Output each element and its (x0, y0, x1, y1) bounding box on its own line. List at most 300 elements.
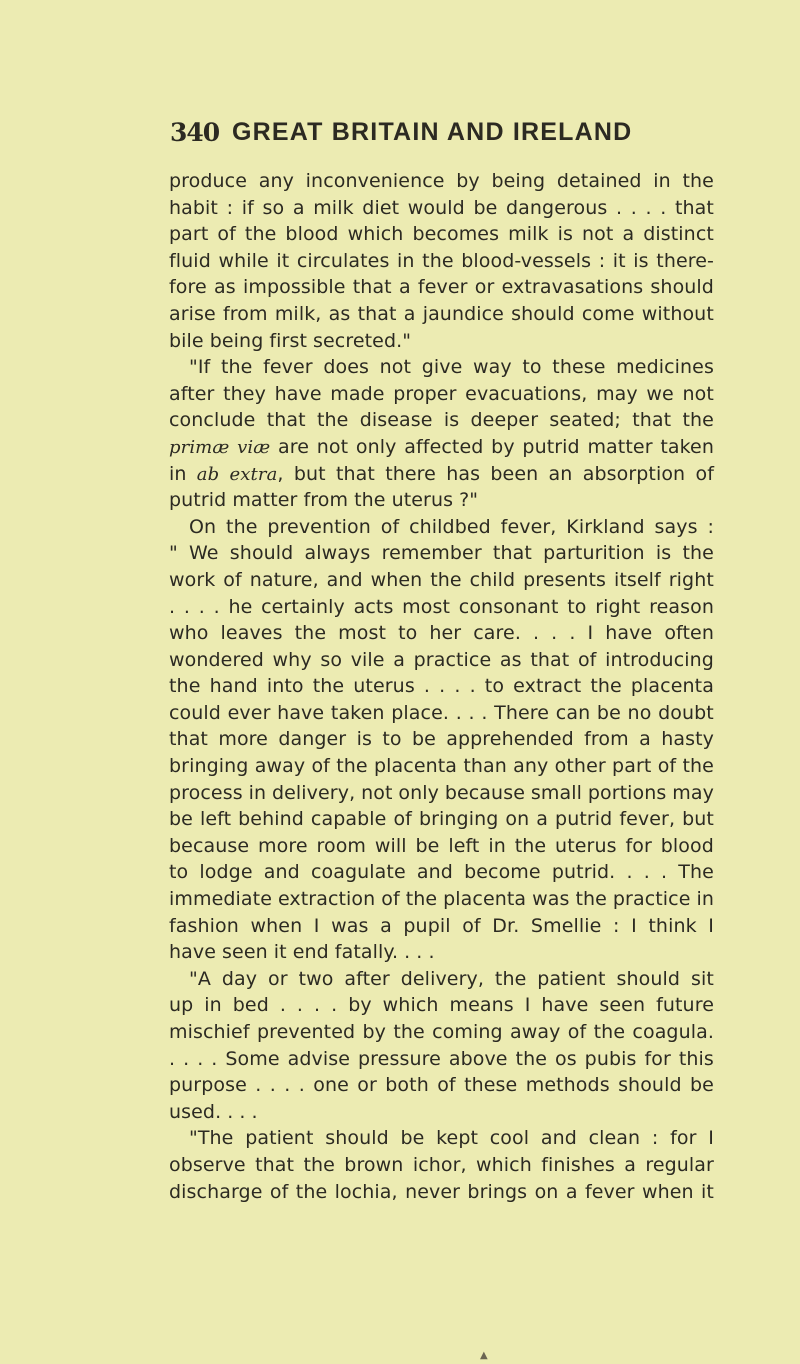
word: the (295, 1180, 328, 1203)
word: taken (330, 701, 385, 724)
word: a (292, 196, 305, 219)
word: but (682, 808, 714, 831)
word: . (284, 1074, 291, 1097)
word: . (296, 994, 304, 1017)
word: . (551, 622, 558, 645)
word: blood (660, 834, 714, 857)
word: than (463, 755, 507, 778)
printer-mark-icon: ▲ (480, 1350, 488, 1361)
word: to (522, 356, 542, 379)
word: ab (196, 463, 220, 485)
word: childbed (409, 515, 491, 538)
word: the (514, 834, 547, 857)
word: more (218, 728, 268, 751)
word: the (312, 675, 345, 698)
word: it (276, 249, 290, 272)
word: part (612, 755, 652, 778)
word: behind (238, 808, 304, 831)
word: which (347, 223, 404, 246)
word: was (532, 888, 570, 911)
word: that (169, 728, 208, 751)
text-line (169, 1019, 714, 1046)
word: that (266, 409, 306, 432)
word: left (199, 808, 232, 831)
word: from (223, 302, 268, 325)
word: are (278, 435, 310, 458)
word: from (584, 728, 629, 751)
word: often (664, 622, 714, 645)
word: as (214, 276, 236, 299)
word: dangerous (506, 196, 608, 219)
word: the (430, 568, 462, 591)
word: remember (381, 542, 482, 565)
word: because (444, 781, 525, 804)
word: a (380, 914, 392, 937)
word: inconvenience (305, 170, 445, 192)
word: small (530, 781, 582, 804)
word: part (169, 223, 209, 246)
word: placenta (373, 755, 458, 778)
word: blood (285, 223, 339, 246)
word: finishes (541, 1153, 615, 1176)
text-line (169, 859, 714, 886)
word: the (590, 675, 622, 698)
word: putrid (555, 808, 613, 831)
word: used. (169, 1100, 222, 1123)
word: . (227, 1100, 234, 1123)
word: Dr. (492, 914, 520, 937)
word: uterus (353, 675, 415, 698)
word: the (220, 356, 253, 379)
word: patient (537, 967, 606, 990)
word: in (397, 249, 415, 272)
word: advise (287, 1047, 351, 1070)
word: evacuations, (465, 382, 588, 405)
word: . (469, 675, 476, 698)
word: . (645, 196, 652, 219)
word: uterus (555, 834, 617, 857)
word: be (689, 1074, 714, 1097)
word: so (262, 196, 285, 219)
word: . (269, 1074, 276, 1097)
word: secreted." (313, 329, 412, 352)
word: extraction (277, 888, 376, 911)
text-line (169, 594, 714, 621)
word: think (648, 914, 697, 937)
word: both (385, 1074, 429, 1097)
word: danger (278, 728, 347, 751)
word: . (331, 994, 338, 1017)
word: nature, (249, 568, 319, 591)
word: parturition (543, 542, 645, 565)
word: hand (209, 675, 258, 698)
word: acts (353, 595, 394, 618)
word: the (682, 170, 714, 192)
word: delivery, (400, 967, 484, 990)
text-line (169, 274, 714, 301)
word: most (402, 595, 451, 618)
word: practice (413, 648, 492, 671)
word: . (404, 941, 411, 964)
word: regular (645, 1153, 714, 1176)
word: should (325, 1127, 389, 1150)
word: produce (169, 170, 248, 192)
word: . (314, 994, 321, 1017)
word: not (582, 223, 614, 246)
word: have (541, 994, 589, 1017)
word: : (598, 249, 606, 272)
word: blood-vessels (461, 249, 592, 272)
word: . (416, 941, 423, 964)
word: arise (169, 302, 216, 325)
word: while (218, 249, 269, 272)
word: We (189, 542, 219, 565)
word: not (682, 382, 714, 405)
word: is (443, 409, 460, 432)
word: may (596, 382, 638, 405)
word: says (654, 515, 698, 538)
word: of (393, 808, 412, 831)
word: that (674, 196, 714, 219)
word: ichor, (412, 1153, 467, 1176)
text-line (169, 992, 714, 1019)
word: care. (473, 622, 521, 645)
word: uterus (391, 489, 454, 512)
word: I (587, 622, 594, 645)
word: that (335, 462, 375, 485)
word: only (355, 435, 397, 458)
word: was (331, 914, 369, 937)
word: brings (467, 1180, 528, 1203)
word: leaves (220, 622, 283, 645)
word: he (228, 595, 253, 618)
word: Some (225, 1047, 280, 1070)
word: coagulate (310, 861, 406, 884)
word: prevention (267, 515, 371, 538)
word: disease (359, 409, 433, 432)
word: process (169, 781, 243, 804)
page-header (170, 118, 730, 152)
word: sit (690, 967, 714, 990)
word: of (381, 888, 400, 911)
word: taken (660, 435, 714, 458)
word: fluid (169, 249, 211, 272)
word: always (304, 542, 371, 565)
word: her (429, 622, 462, 645)
word: : (707, 515, 714, 538)
word: extravasations (501, 276, 644, 299)
word: of (223, 568, 242, 591)
word: because (169, 834, 250, 857)
word: the (226, 515, 258, 538)
word: for (625, 834, 652, 857)
word: medicines (616, 356, 714, 379)
word: we (646, 382, 674, 405)
word: come (581, 302, 635, 325)
word: there- (656, 249, 714, 272)
word: or (474, 276, 495, 299)
text-line (169, 647, 714, 674)
text-line (169, 1046, 714, 1073)
word: more (258, 834, 308, 857)
word: by (491, 435, 515, 458)
word: bringing (418, 808, 499, 831)
word: in (169, 462, 187, 485)
word: coagula. (632, 1021, 714, 1043)
word: when (641, 1180, 694, 1203)
text-line (169, 780, 714, 807)
word: . (533, 622, 540, 645)
word: why (272, 648, 312, 671)
word: work (169, 568, 216, 591)
word: the (405, 888, 438, 911)
word: and (326, 568, 363, 591)
word: patient (245, 1127, 314, 1150)
word: the (354, 489, 386, 512)
word: . (481, 701, 488, 724)
text-line (169, 567, 714, 594)
word: introducing (605, 648, 714, 671)
text-line (169, 168, 714, 195)
word: be (596, 701, 621, 724)
word: after (344, 967, 390, 990)
word: could (169, 701, 221, 724)
word: or (268, 967, 288, 990)
text-line (169, 1152, 714, 1179)
word: becomes (412, 223, 500, 246)
word: be (400, 1127, 425, 1150)
word: which (382, 994, 439, 1017)
word: . (468, 701, 475, 724)
word: apprehended (446, 728, 574, 751)
word: of (695, 462, 714, 485)
word: of (567, 1021, 587, 1043)
word: wondered (169, 648, 264, 671)
word: would (407, 196, 465, 219)
word: the (494, 967, 527, 990)
word: it (612, 249, 626, 272)
word: is (655, 542, 672, 565)
text-line (169, 620, 714, 647)
word: one (313, 1074, 349, 1097)
text-line (169, 195, 714, 222)
word: can (555, 701, 591, 724)
word: no (627, 701, 652, 724)
word: does (323, 356, 370, 379)
word: . (251, 1100, 258, 1123)
word: distinct (643, 223, 714, 246)
word: when (250, 914, 303, 937)
word: a (639, 728, 651, 751)
word: the (393, 1021, 425, 1043)
word: in (696, 888, 714, 911)
word: in (653, 170, 671, 192)
word: is (557, 223, 573, 246)
word: there (385, 462, 436, 485)
word: have (169, 941, 217, 964)
word: itself (613, 568, 661, 591)
word: . (239, 1100, 246, 1123)
word: away (510, 1021, 561, 1043)
word: of (269, 1180, 289, 1203)
word: . (615, 196, 623, 219)
word: . (454, 675, 461, 698)
running-head: GREAT BRITAIN AND IRELAND (232, 118, 633, 146)
word: The (678, 861, 714, 884)
word: fever, (500, 515, 557, 538)
word: fatally. (334, 941, 399, 964)
word: coming (432, 1021, 503, 1043)
word: practice (612, 888, 691, 911)
text-line (169, 248, 714, 275)
page-number: 340 (170, 118, 220, 147)
text-line (169, 301, 714, 328)
word: in (248, 781, 267, 804)
word: on (534, 1180, 559, 1203)
word: a (622, 223, 635, 246)
word: end (292, 941, 329, 964)
word: should (511, 302, 575, 325)
word: means (449, 994, 514, 1017)
word: observe (169, 1153, 246, 1176)
word: and (416, 861, 453, 884)
word: as (499, 648, 522, 671)
word: . (213, 595, 220, 618)
word: first (269, 329, 307, 352)
word: circulates (296, 249, 390, 272)
word: of (380, 515, 400, 538)
word: by (362, 1021, 387, 1043)
word: as (328, 302, 351, 325)
word: the (515, 1047, 548, 1070)
word: vile (350, 648, 385, 671)
word: right (668, 568, 714, 591)
word: they (223, 382, 266, 405)
word: may (672, 781, 714, 804)
word: without (641, 302, 714, 325)
word: after (169, 382, 215, 405)
word: . (279, 994, 286, 1017)
word: reason (649, 595, 714, 618)
word: that (357, 302, 397, 325)
word: it (273, 941, 287, 964)
word: habit (169, 196, 218, 219)
word: should (650, 276, 714, 299)
word: hasty (661, 728, 714, 751)
word: . (643, 861, 650, 884)
word: and (263, 861, 300, 884)
word: milk, (274, 302, 322, 325)
word: " (169, 542, 178, 565)
word: way (473, 356, 512, 379)
word: fever (263, 356, 313, 379)
word: from (303, 489, 349, 512)
word: of (657, 755, 677, 778)
word: become (464, 861, 541, 884)
word: conclude (169, 409, 256, 432)
word: doubt (658, 701, 714, 724)
word: seated; (549, 409, 621, 432)
word: delivery, (271, 781, 356, 804)
word: . (661, 861, 668, 884)
word: which (476, 1153, 532, 1176)
word: who (169, 622, 209, 645)
word: left (448, 834, 480, 857)
word: viæ (237, 436, 271, 458)
word: primæ (169, 436, 230, 458)
word: this (678, 1047, 714, 1070)
word: . (423, 675, 431, 698)
text-line (169, 354, 714, 381)
text-line (169, 1072, 714, 1099)
word: pubis (584, 1047, 637, 1070)
word: discharge (169, 1180, 263, 1203)
word: will (374, 834, 407, 857)
word: the (422, 249, 454, 272)
word: not (379, 356, 412, 379)
word: extra, (229, 462, 284, 485)
text-line (169, 939, 714, 966)
word: bringing (169, 755, 249, 778)
word: fever (417, 276, 468, 299)
word: affected (404, 435, 484, 458)
word: these (464, 1074, 518, 1097)
word: "The (189, 1127, 234, 1150)
word: . (455, 701, 462, 724)
word: has (446, 462, 481, 485)
word: place. (391, 701, 449, 724)
word: brown (344, 1153, 404, 1176)
word: the (316, 409, 349, 432)
word: when (370, 568, 423, 591)
word: capable (310, 808, 387, 831)
word: placenta (630, 675, 714, 698)
word: and (540, 1127, 577, 1150)
word: seen (599, 994, 646, 1017)
word: that (492, 542, 532, 565)
word: for (670, 1127, 697, 1150)
word: . (569, 622, 576, 645)
word: lochia, (334, 1180, 398, 1203)
text-line (169, 407, 714, 434)
word: a (403, 302, 416, 325)
text-line (169, 514, 714, 541)
word: not (361, 781, 393, 804)
word: or (357, 1074, 377, 1097)
word: absorption (582, 462, 686, 485)
word: to (398, 622, 418, 645)
text-line (169, 673, 714, 700)
word: a (536, 808, 549, 831)
word: give (421, 356, 463, 379)
word: any (258, 170, 294, 192)
text-line (169, 1099, 714, 1126)
word: the (303, 1153, 335, 1176)
word: the (682, 409, 714, 432)
word: Kirkland (566, 515, 645, 538)
word: other (554, 755, 606, 778)
word: milk (508, 223, 549, 246)
word: consonant (458, 595, 559, 618)
word: diet (362, 196, 400, 219)
word: . (660, 196, 667, 219)
word: bed (232, 994, 269, 1017)
text-line (169, 221, 714, 248)
word: that (255, 1153, 295, 1176)
word: putrid (522, 435, 580, 458)
word: : (651, 1127, 659, 1150)
word: bile (169, 329, 204, 352)
